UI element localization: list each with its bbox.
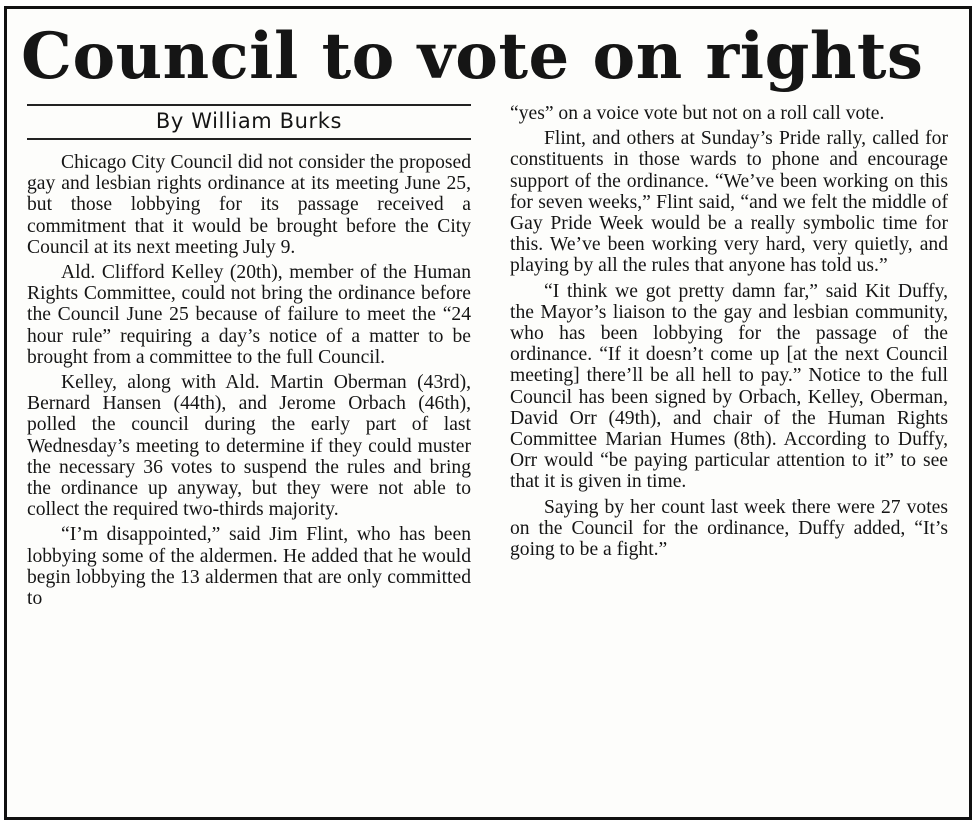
paragraph: Kelley, along with Ald. Martin Oberman (43rd), Bernard Hansen (44th), and Jerome Orbach (46th), polled the council during the early part of last Wednesday’s meeting to determine if they could muster the necessary 36 votes to suspend the rules and bring the ordinance up anyway, but they were not able to collect the required two-thirds majority. bbox=[27, 372, 471, 521]
paragraph: “I think we got pretty damn far,” said Kit Duffy, the Mayor’s liaison to the gay and lesbian community, who has been lobbying for the passage of the ordinance. “If it doesn’t come up [at the next Council meeting] there’ll be all hell to pay.” Notice to the full Council has been signed by Orbach, Kelley, Oberman, David Orr (49th), and chair of the Human Rights Committee Marian Humes (8th). According to Duffy, Orr would “be paying particular attention to it” to see that it is given in time. bbox=[510, 280, 948, 493]
byline: By William Burks bbox=[155, 109, 343, 133]
paragraph: Chicago City Council did not consider the proposed gay and lesbian rights ordinance at its meeting June 25, but those lobbying for its passage received a commitment that it would be brought before the City Council at its next meeting July 9. bbox=[27, 152, 471, 258]
right-column bbox=[510, 103, 948, 564]
paragraph: Flint, and others at Sunday’s Pride rally, called for constituents in those wards to phone and encourage support of the ordinance. “We’ve been working on this for seven weeks,” Flint said, “and we felt the middle of Gay Pride Week would be a really symbolic time for this. We’ve been working very hard, very quietly, and playing by all the rules that anyone has told us.” bbox=[510, 128, 948, 277]
paragraph-continued: “yes” on a voice vote but not on a roll call vote. bbox=[510, 103, 885, 124]
left-column bbox=[27, 104, 471, 613]
byline-rule-bottom bbox=[27, 138, 471, 140]
paragraph: Saying by her count last week there were 27 votes on the Council for the ordinance, Duffy added, “It’s going to be a fight.” bbox=[510, 496, 948, 561]
paragraph: “I’m disappointed,” said Jim Flint, who has been lobbying some of the aldermen. He added that he would begin lobbying the 13 aldermen that are only committed to bbox=[27, 524, 471, 610]
headline: Council to vote on rights bbox=[21, 19, 924, 94]
newspaper-clipping bbox=[4, 6, 972, 820]
paragraph: Ald. Clifford Kelley (20th), member of the Human Rights Committee, could not bring the ordinance before the Council June 25 because of failure to meet the “24 hour rule” requiring a day’s notice of a matter to be brought from a committee to the full Council. bbox=[27, 262, 471, 368]
